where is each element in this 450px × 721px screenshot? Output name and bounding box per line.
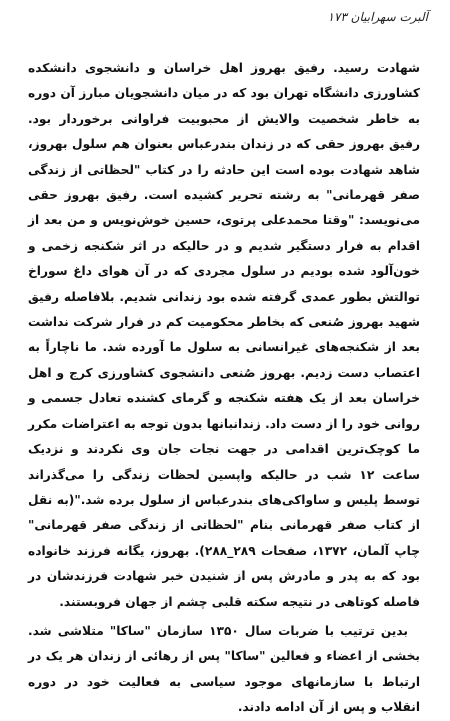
page-header [22, 10, 428, 28]
running-header: آلبرت سهرابیان ۱۷۳ [327, 10, 428, 24]
paragraph-2: بدین ترتیب با ضربات سال ۱۳۵۰ سازمان "ساکا" متلاشی شد. بخشی از اعضاء و فعالین "ساکا" پس از رهائی از زندان هر یک در ارتباط با سازمانهای موجود سیاسی به فعالیت خود در دوره انقلاب و پس از آن ادامه دادند. [28, 623, 420, 715]
page-body [28, 56, 420, 721]
paragraph-1: شهادت رسید. رفیق بهروز اهل خراسان و دانشجوی دانشکده کشاورزی دانشگاه تهران بود که در میان دانشجویان مبارز آن دوره به خاطر شخصیت والایش از محبوبیت فراوانی برخوردار بود. رفیق بهروز حقی که در زندان بندرعباس بعنوان هم سلول بهروز، شاهد شهادت بوده است این حادثه را در کتاب "لحظاتی از زندگی صفر قهرمانی" به رشته تحریر کشیده است. رفیق بهروز حقی می‌نویسد: "وقتا محمدعلی پرتوی، حسین خوش‌نویس و من بعد از اقدام به فرار دستگیر شدیم و در حالیکه در اثر شکنجه زخمی و خون‌آلود شده بودیم در سلول مجردی که در آن هوای داغ سوراخ توالتش بطور عمدی گرفته شده بود زندانی شدیم. بلافاصله رفیق شهید بهروز صُنعی که بخاطر محکومیت کم در فرار شرکت نداشت بعد از شکنجه‌های غیرانسانی به سلول ما آورده شد. ما ناچاراً به اعتصاب دست زدیم. بهروز صُنعی دانشجوی کشاورزی کرج و اهل خراسان بعد از یک هفته شکنجه و گرمای کشنده تعادل جسمی و روانی خود را از دست داد. زندانبانها بدون توجه به اعتراضات مکرر ما کوچک‌ترین اقدامی در جهت نجات جان وی نکردند و نزدیک ساعت ۱۲ شب در حالیکه واپسین لحظات زندگی را می‌گذراند توسط پلیس و ساواکی‌های بندرعباس از سلول برده شد."(به نقل از کتاب صفر قهرمانی بنام "لحظاتی از زندگی صفر قهرمانی" چاپ آلمان، ۱۳۷۲، صفحات ۲۸۹_۲۸۸). بهروز، یگانه فرزند خانواده بود که به پدر و مادرش پس از شنیدن خبر شهادت فرزندشان در فاصله کوتاهی در نتیجه سکته قلبی چشم از جهان فروبستند. [28, 61, 420, 609]
